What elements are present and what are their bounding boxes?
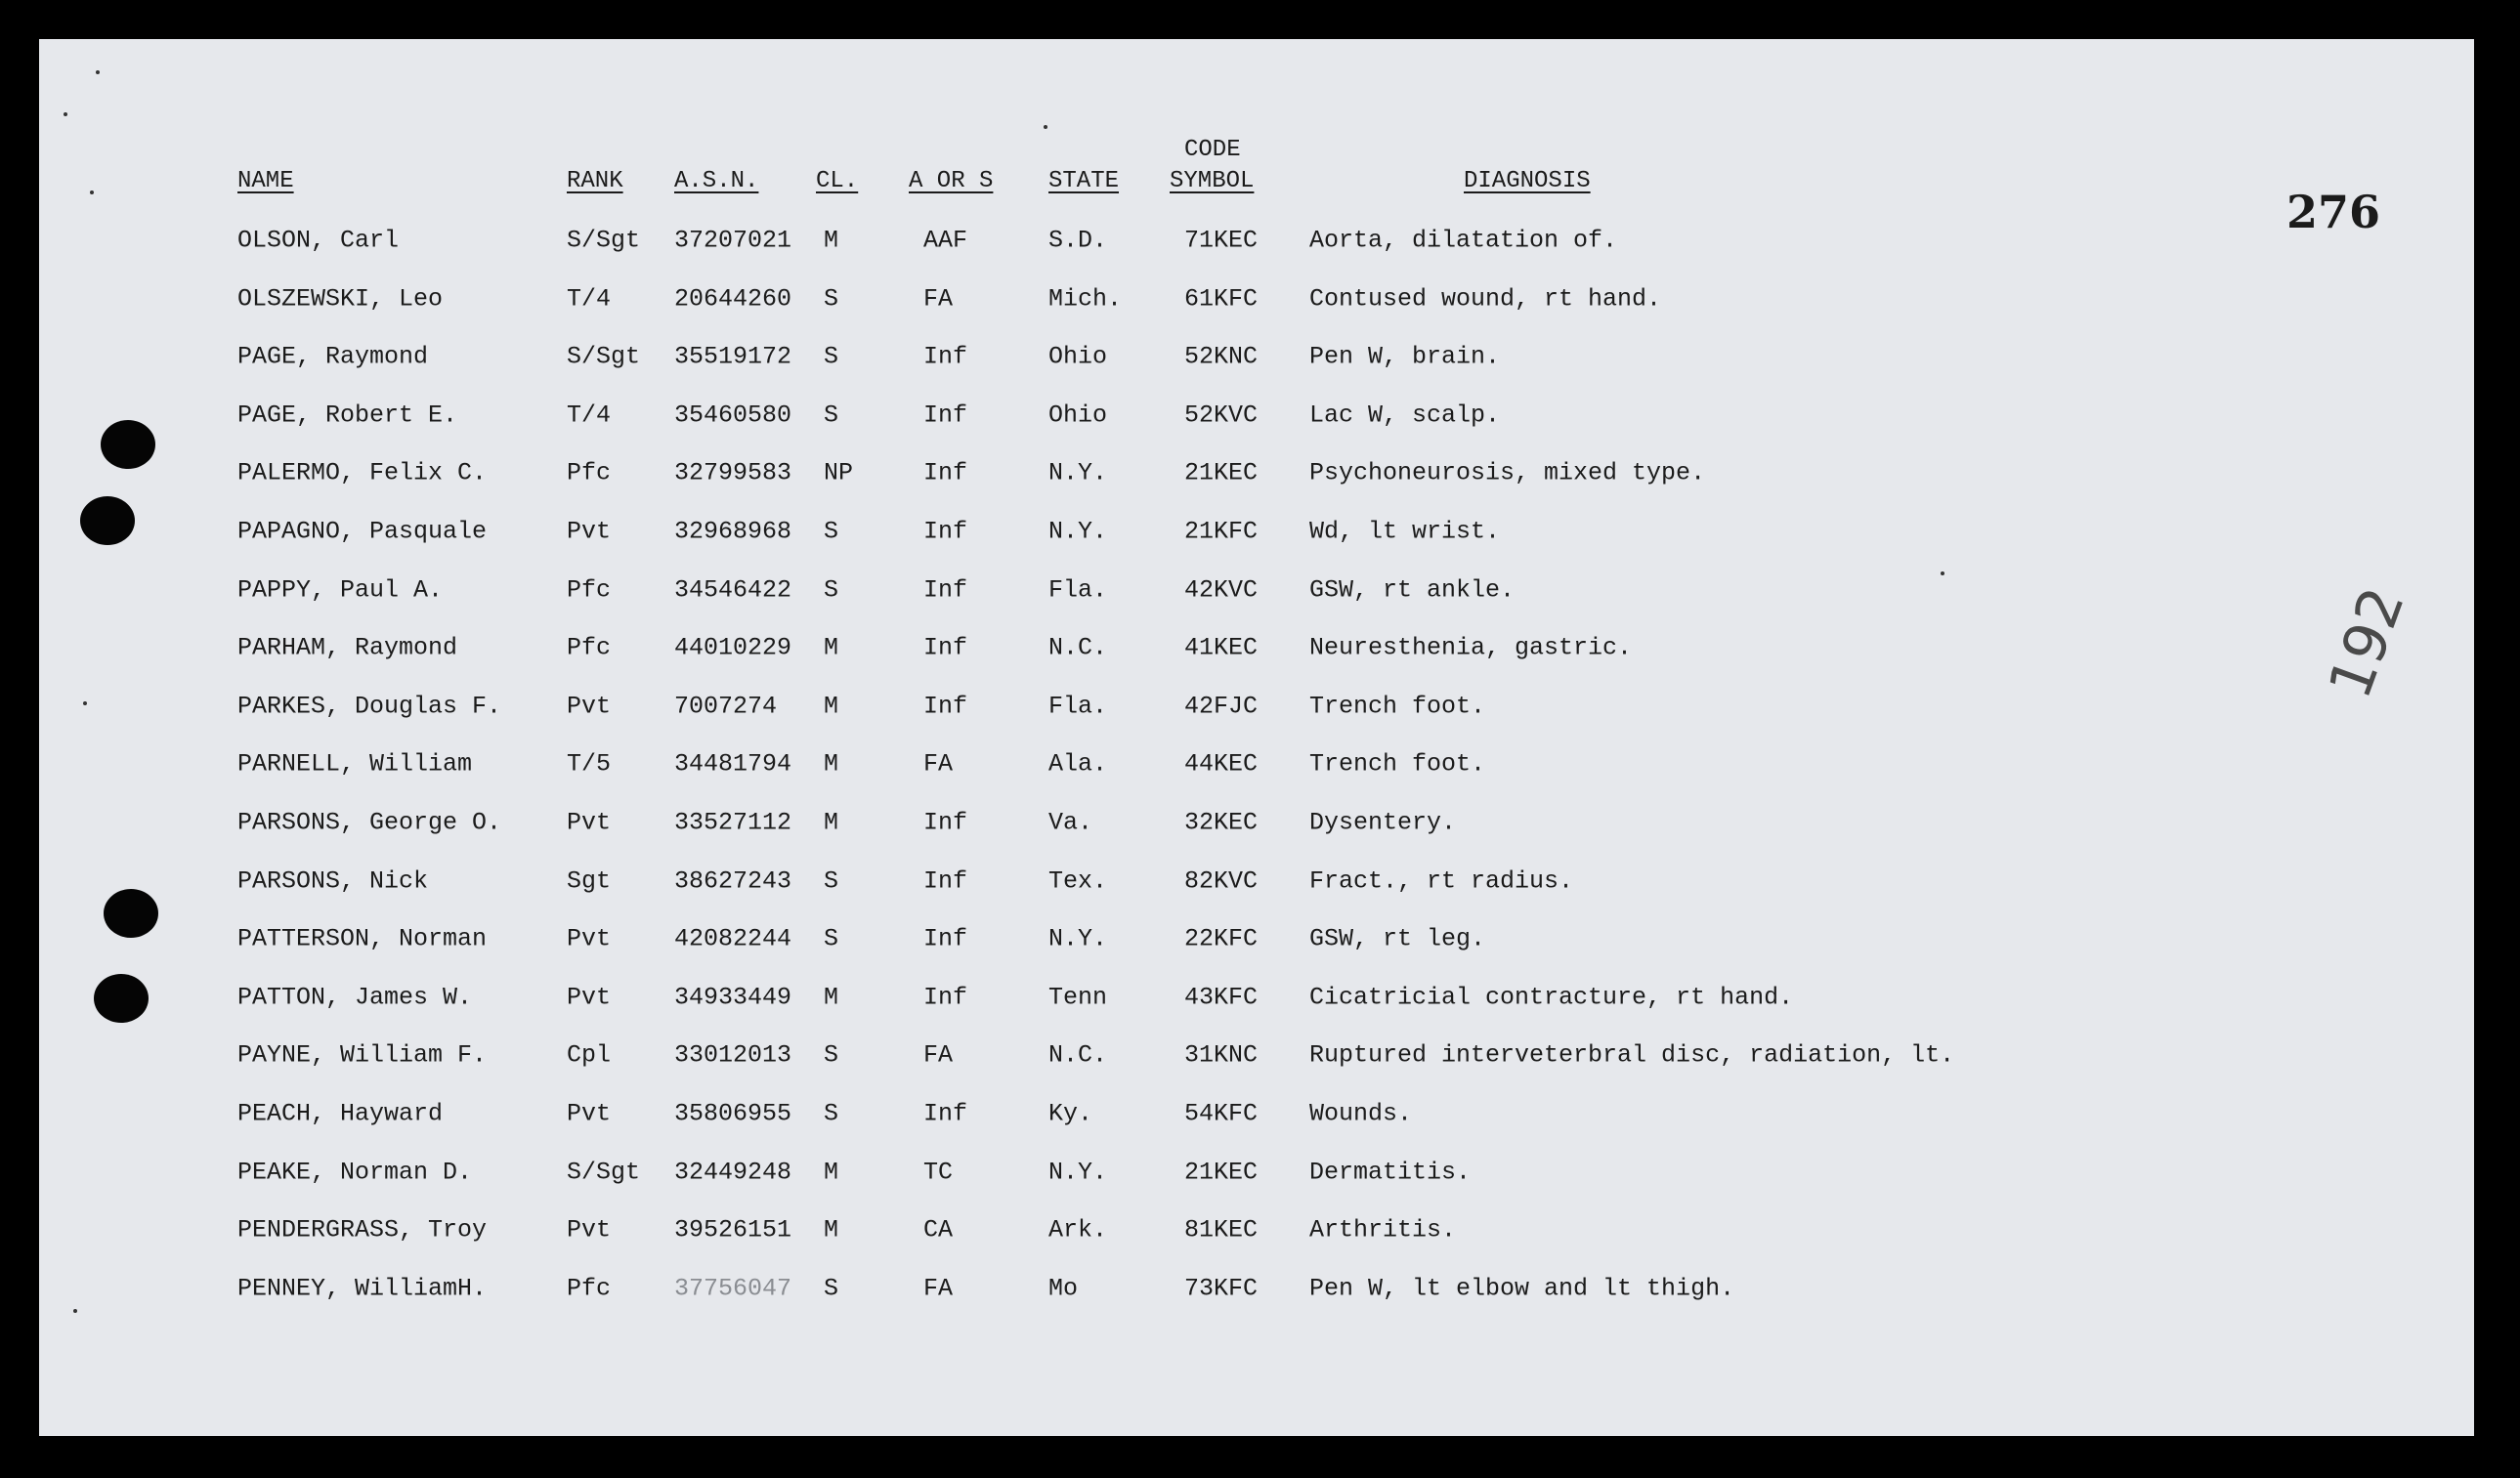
cell-asn: 37756047	[674, 1274, 792, 1303]
cell-a-or-s: Inf	[923, 924, 968, 953]
cell-name: PARSONS, George O.	[237, 808, 502, 837]
cell-diagnosis: Psychoneurosis, mixed type.	[1309, 458, 1706, 487]
cell-state: Ark.	[1048, 1215, 1108, 1245]
cell-name: PARNELL, William	[237, 749, 473, 779]
cell-asn: 20644260	[674, 284, 792, 314]
cell-name: PEAKE, Norman D.	[237, 1158, 473, 1187]
cell-asn: 35806955	[674, 1099, 792, 1128]
cell-a-or-s: Inf	[923, 866, 968, 896]
header-asn: A.S.N.	[674, 168, 759, 194]
header-symbol: SYMBOL	[1170, 168, 1255, 194]
cell-name: PEACH, Hayward	[237, 1099, 444, 1128]
cell-name: PALERMO, Felix C.	[237, 458, 488, 487]
cell-code: 54KFC	[1184, 1099, 1259, 1128]
header-state: STATE	[1048, 168, 1120, 194]
cell-asn: 33527112	[674, 808, 792, 837]
cell-name: OLSON, Carl	[237, 226, 400, 255]
cell-asn: 7007274	[674, 692, 778, 721]
speck	[64, 112, 67, 116]
cell-name: PARSONS, Nick	[237, 866, 429, 896]
cell-code: 73KFC	[1184, 1274, 1259, 1303]
cell-a-or-s: Inf	[923, 458, 968, 487]
cell-diagnosis: Dermatitis.	[1309, 1158, 1472, 1187]
cell-state: Tenn	[1048, 983, 1108, 1012]
cell-cl: S	[824, 284, 839, 314]
cell-rank: Pvt	[567, 924, 612, 953]
cell-state: Tex.	[1048, 866, 1108, 896]
cell-name: PAGE, Raymond	[237, 342, 429, 371]
cell-asn: 33012013	[674, 1040, 792, 1070]
punch-hole	[101, 420, 155, 469]
cell-asn: 32968968	[674, 517, 792, 546]
cell-rank: T/5	[567, 749, 612, 779]
cell-rank: Pfc	[567, 458, 612, 487]
cell-cl: S	[824, 1274, 839, 1303]
cell-state: Ky.	[1048, 1099, 1093, 1128]
cell-rank: Pvt	[567, 692, 612, 721]
cell-rank: T/4	[567, 401, 612, 430]
cell-a-or-s: Inf	[923, 808, 968, 837]
cell-a-or-s: Inf	[923, 983, 968, 1012]
cell-cl: M	[824, 983, 839, 1012]
cell-state: Fla.	[1048, 692, 1108, 721]
cell-asn: 42082244	[674, 924, 792, 953]
cell-a-or-s: Inf	[923, 692, 968, 721]
cell-state: N.C.	[1048, 633, 1108, 662]
cell-a-or-s: FA	[923, 749, 954, 779]
cell-state: Ala.	[1048, 749, 1108, 779]
speck	[83, 701, 87, 705]
cell-cl: M	[824, 226, 839, 255]
cell-rank: Pvt	[567, 983, 612, 1012]
cell-asn: 38627243	[674, 866, 792, 896]
cell-a-or-s: FA	[923, 1040, 954, 1070]
header-rank: RANK	[567, 168, 623, 194]
cell-rank: Pvt	[567, 517, 612, 546]
cell-rank: Pfc	[567, 575, 612, 605]
cell-rank: Cpl	[567, 1040, 612, 1070]
cell-asn: 35519172	[674, 342, 792, 371]
cell-name: PAGE, Robert E.	[237, 401, 458, 430]
header-code: CODE	[1184, 137, 1241, 163]
cell-name: PATTON, James W.	[237, 983, 473, 1012]
cell-asn: 34933449	[674, 983, 792, 1012]
record-sheet	[39, 39, 2474, 1436]
punch-hole	[94, 974, 149, 1023]
cell-state: S.D.	[1048, 226, 1108, 255]
cell-state: Ohio	[1048, 401, 1108, 430]
cell-diagnosis: Cicatricial contracture, rt hand.	[1309, 983, 1794, 1012]
cell-name: PARHAM, Raymond	[237, 633, 458, 662]
cell-asn: 34546422	[674, 575, 792, 605]
speck	[90, 190, 94, 194]
cell-asn: 32799583	[674, 458, 792, 487]
cell-name: OLSZEWSKI, Leo	[237, 284, 444, 314]
cell-cl: S	[824, 924, 839, 953]
cell-code: 41KEC	[1184, 633, 1259, 662]
cell-code: 21KEC	[1184, 1158, 1259, 1187]
punch-hole	[80, 496, 135, 545]
cell-diagnosis: Trench foot.	[1309, 749, 1486, 779]
cell-diagnosis: Arthritis.	[1309, 1215, 1457, 1245]
cell-rank: Pvt	[567, 808, 612, 837]
cell-cl: NP	[824, 458, 854, 487]
cell-rank: Sgt	[567, 866, 612, 896]
cell-code: 71KEC	[1184, 226, 1259, 255]
cell-name: PAPAGNO, Pasquale	[237, 517, 488, 546]
cell-cl: S	[824, 575, 839, 605]
cell-diagnosis: Neuresthenia, gastric.	[1309, 633, 1633, 662]
cell-cl: S	[824, 866, 839, 896]
cell-diagnosis: Ruptured interveterbral disc, radiation, lt.	[1309, 1040, 1955, 1070]
cell-name: PAYNE, William F.	[237, 1040, 488, 1070]
cell-a-or-s: Inf	[923, 1099, 968, 1128]
punch-hole	[104, 889, 158, 938]
header-cl: CL.	[816, 168, 859, 194]
cell-rank: Pvt	[567, 1099, 612, 1128]
speck	[73, 1309, 77, 1313]
cell-state: N.Y.	[1048, 924, 1108, 953]
cell-diagnosis: Pen W, brain.	[1309, 342, 1501, 371]
cell-a-or-s: FA	[923, 284, 954, 314]
cell-code: 31KNC	[1184, 1040, 1259, 1070]
cell-diagnosis: Wd, lt wrist.	[1309, 517, 1501, 546]
cell-rank: Pfc	[567, 1274, 612, 1303]
cell-diagnosis: Trench foot.	[1309, 692, 1486, 721]
cell-code: 22KFC	[1184, 924, 1259, 953]
cell-asn: 37207021	[674, 226, 792, 255]
cell-diagnosis: GSW, rt ankle.	[1309, 575, 1516, 605]
cell-cl: M	[824, 1158, 839, 1187]
cell-a-or-s: Inf	[923, 401, 968, 430]
cell-cl: S	[824, 401, 839, 430]
cell-code: 52KVC	[1184, 401, 1259, 430]
cell-name: PARKES, Douglas F.	[237, 692, 502, 721]
cell-name: PENNEY, WilliamH.	[237, 1274, 488, 1303]
cell-state: N.Y.	[1048, 517, 1108, 546]
cell-code: 52KNC	[1184, 342, 1259, 371]
handwritten-mark: 192	[2316, 578, 2418, 707]
cell-code: 82KVC	[1184, 866, 1259, 896]
cell-rank: S/Sgt	[567, 226, 641, 255]
page-number: 276	[2286, 186, 2381, 238]
cell-diagnosis: GSW, rt leg.	[1309, 924, 1486, 953]
cell-state: N.Y.	[1048, 458, 1108, 487]
cell-asn: 35460580	[674, 401, 792, 430]
cell-a-or-s: FA	[923, 1274, 954, 1303]
cell-asn: 32449248	[674, 1158, 792, 1187]
cell-diagnosis: Pen W, lt elbow and lt thigh.	[1309, 1274, 1735, 1303]
cell-cl: M	[824, 749, 839, 779]
cell-a-or-s: Inf	[923, 342, 968, 371]
cell-cl: M	[824, 1215, 839, 1245]
cell-name: PAPPY, Paul A.	[237, 575, 444, 605]
cell-diagnosis: Contused wound, rt hand.	[1309, 284, 1662, 314]
cell-diagnosis: Lac W, scalp.	[1309, 401, 1501, 430]
cell-state: Fla.	[1048, 575, 1108, 605]
cell-a-or-s: CA	[923, 1215, 954, 1245]
cell-code: 61KFC	[1184, 284, 1259, 314]
cell-cl: S	[824, 1040, 839, 1070]
cell-asn: 44010229	[674, 633, 792, 662]
cell-code: 81KEC	[1184, 1215, 1259, 1245]
cell-a-or-s: TC	[923, 1158, 954, 1187]
cell-rank: T/4	[567, 284, 612, 314]
cell-rank: S/Sgt	[567, 342, 641, 371]
cell-rank: S/Sgt	[567, 1158, 641, 1187]
cell-name: PENDERGRASS, Troy	[237, 1215, 488, 1245]
header-name: NAME	[237, 168, 294, 194]
cell-code: 21KFC	[1184, 517, 1259, 546]
cell-diagnosis: Wounds.	[1309, 1099, 1413, 1128]
cell-code: 43KFC	[1184, 983, 1259, 1012]
cell-code: 21KEC	[1184, 458, 1259, 487]
cell-code: 42KVC	[1184, 575, 1259, 605]
cell-a-or-s: Inf	[923, 575, 968, 605]
cell-state: Ohio	[1048, 342, 1108, 371]
cell-cl: M	[824, 633, 839, 662]
header-diagnosis: DIAGNOSIS	[1464, 168, 1591, 194]
cell-state: Mich.	[1048, 284, 1123, 314]
speck	[1044, 125, 1047, 129]
cell-state: N.Y.	[1048, 1158, 1108, 1187]
speck	[1941, 571, 1944, 575]
cell-cl: S	[824, 517, 839, 546]
cell-a-or-s: Inf	[923, 517, 968, 546]
cell-cl: S	[824, 342, 839, 371]
cell-diagnosis: Dysentery.	[1309, 808, 1457, 837]
cell-cl: S	[824, 1099, 839, 1128]
cell-asn: 34481794	[674, 749, 792, 779]
cell-cl: M	[824, 692, 839, 721]
cell-state: N.C.	[1048, 1040, 1108, 1070]
cell-a-or-s: AAF	[923, 226, 968, 255]
header-a-or-s: A OR S	[909, 168, 994, 194]
cell-cl: M	[824, 808, 839, 837]
cell-diagnosis: Fract., rt radius.	[1309, 866, 1574, 896]
cell-name: PATTERSON, Norman	[237, 924, 488, 953]
cell-asn: 39526151	[674, 1215, 792, 1245]
cell-rank: Pfc	[567, 633, 612, 662]
speck	[96, 70, 100, 74]
cell-diagnosis: Aorta, dilatation of.	[1309, 226, 1618, 255]
cell-code: 42FJC	[1184, 692, 1259, 721]
cell-code: 44KEC	[1184, 749, 1259, 779]
cell-a-or-s: Inf	[923, 633, 968, 662]
cell-rank: Pvt	[567, 1215, 612, 1245]
cell-code: 32KEC	[1184, 808, 1259, 837]
cell-state: Va.	[1048, 808, 1093, 837]
cell-state: Mo	[1048, 1274, 1079, 1303]
